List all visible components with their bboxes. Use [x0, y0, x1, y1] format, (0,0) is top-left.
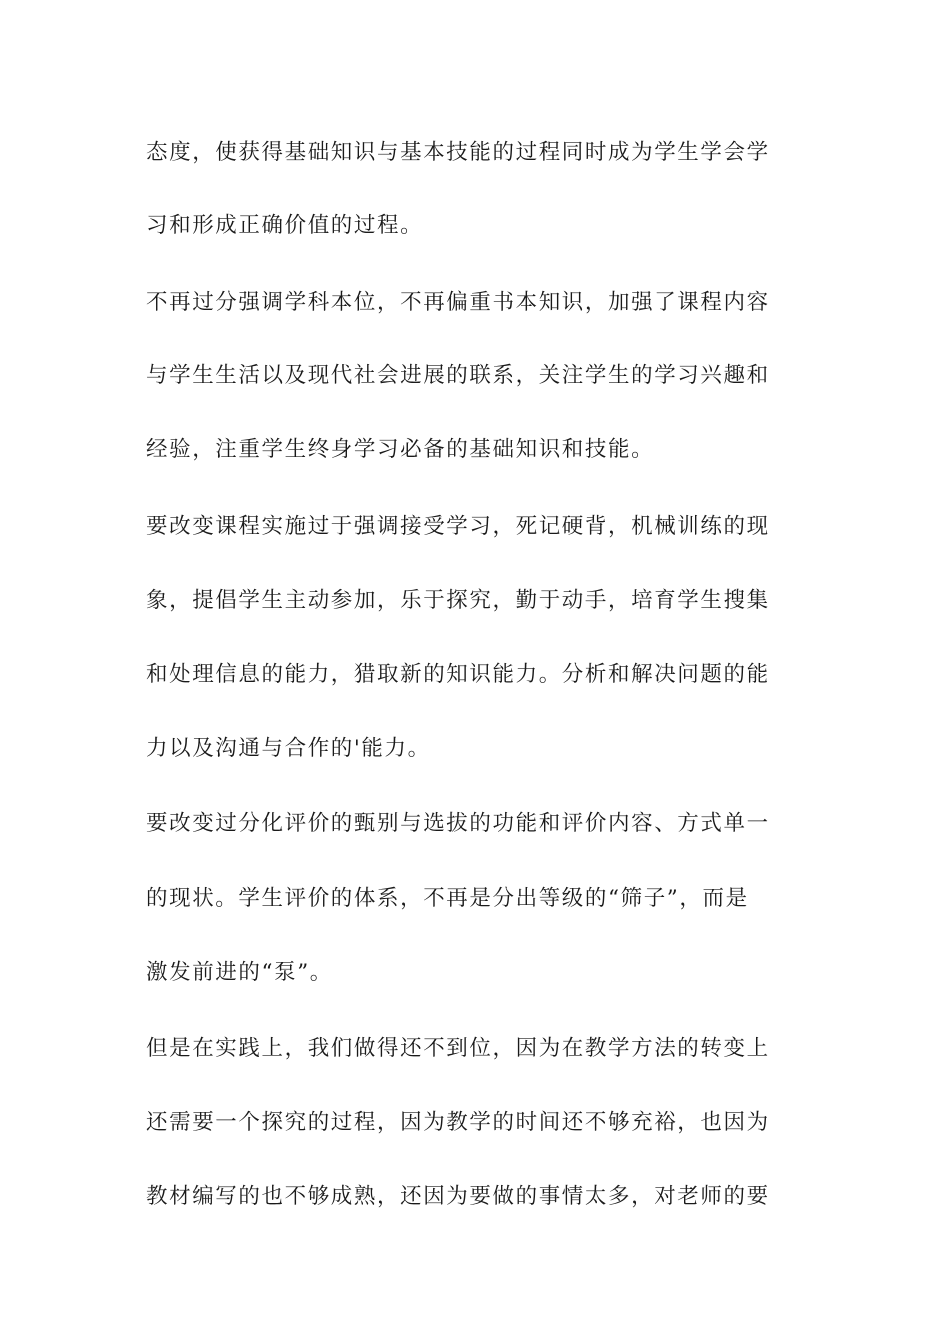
text-line-1: 态度，使获得基础知识与基本技能的过程同时成为学生学会学: [146, 140, 770, 165]
text-line-2: 习和形成正确价值的过程。: [146, 213, 424, 238]
text-line-6: 要改变课程实施过于强调接受学习，死记硬背，机械训练的现: [146, 514, 770, 539]
text-line-14: 还需要一个探究的过程，因为教学的时间还不够充裕，也因为: [146, 1110, 770, 1135]
text-line-3: 不再过分强调学科本位，不再偏重书本知识，加强了课程内容: [146, 290, 770, 315]
text-line-15: 教材编写的也不够成熟，还因为要做的事情太多，对老师的要: [146, 1184, 770, 1209]
text-line-5: 经验，注重学生终身学习必备的基础知识和技能。: [146, 437, 655, 462]
text-line-8: 和处理信息的能力，猎取新的知识能力。分析和解决问题的能: [146, 662, 770, 687]
text-line-10: 要改变过分化评价的甄别与选拔的功能和评价内容、方式单一: [146, 811, 770, 836]
text-line-7: 象，提倡学生主动参加，乐于探究，勤于动手，培育学生搜集: [146, 588, 770, 613]
text-line-4: 与学生生活以及现代社会进展的联系，关注学生的学习兴趣和: [146, 363, 770, 388]
text-line-9: 力以及沟通与合作的'能力。: [146, 736, 431, 761]
text-line-13: 但是在实践上，我们做得还不到位，因为在教学方法的转变上: [146, 1036, 770, 1061]
text-line-12: 激发前进的“泵”。: [146, 960, 333, 985]
text-line-11: 的现状。学生评价的体系，不再是分出等级的“筛子”，而是: [146, 886, 749, 911]
